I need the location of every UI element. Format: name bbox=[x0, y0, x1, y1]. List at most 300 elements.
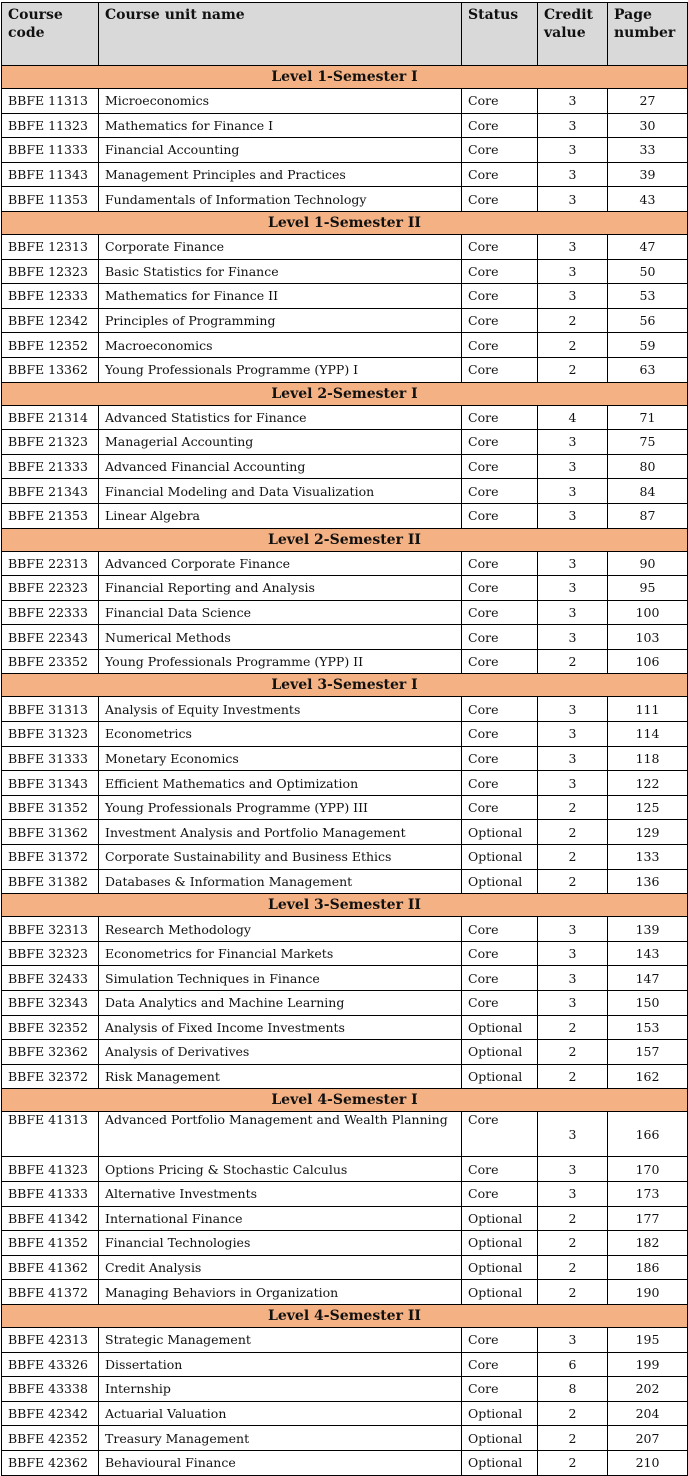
page-number-cell: 114 bbox=[608, 722, 688, 747]
table-row bbox=[2, 454, 688, 479]
table-row bbox=[2, 503, 688, 528]
course-name-cell: Econometrics for Financial Markets bbox=[99, 941, 462, 966]
credit-value-cell: 2 bbox=[538, 795, 608, 820]
status-cell: Optional bbox=[462, 1231, 538, 1256]
status-cell: Core bbox=[462, 917, 538, 942]
course-name-cell: Internship bbox=[99, 1377, 462, 1402]
table-row bbox=[2, 966, 688, 991]
table-row bbox=[2, 1181, 688, 1206]
table-row bbox=[2, 1401, 688, 1426]
status-cell: Core bbox=[462, 479, 538, 504]
course-code-cell: BBFE 32372 bbox=[2, 1064, 99, 1089]
level-heading-row bbox=[2, 1089, 688, 1112]
page-number-cell: 199 bbox=[608, 1352, 688, 1377]
table-row bbox=[2, 1352, 688, 1377]
course-name-cell: Advanced Corporate Finance bbox=[99, 551, 462, 576]
table-row bbox=[2, 869, 688, 894]
page-number-cell: 122 bbox=[608, 771, 688, 796]
page-number-cell: 202 bbox=[608, 1377, 688, 1402]
status-cell: Core bbox=[462, 746, 538, 771]
table-row bbox=[2, 113, 688, 138]
course-name-cell: Data Analytics and Machine Learning bbox=[99, 991, 462, 1016]
course-code-cell: BBFE 11333 bbox=[2, 138, 99, 163]
course-code-cell: BBFE 21353 bbox=[2, 503, 99, 528]
page-number-cell: 195 bbox=[608, 1327, 688, 1352]
course-name-cell: Analysis of Equity Investments bbox=[99, 697, 462, 722]
course-code-cell: BBFE 12342 bbox=[2, 308, 99, 333]
status-cell: Core bbox=[462, 162, 538, 187]
header-credit-value: Credit value bbox=[538, 3, 608, 66]
table-row bbox=[2, 234, 688, 259]
credit-value-cell: 3 bbox=[538, 284, 608, 309]
level-heading: Level 1-Semester II bbox=[2, 211, 688, 234]
course-name-cell: Strategic Management bbox=[99, 1327, 462, 1352]
course-code-cell: BBFE 21323 bbox=[2, 430, 99, 455]
page-number-cell: 71 bbox=[608, 405, 688, 430]
course-code-cell: BBFE 31323 bbox=[2, 722, 99, 747]
credit-value-cell: 8 bbox=[538, 1377, 608, 1402]
course-name-cell: Behavioural Finance bbox=[99, 1450, 462, 1475]
page-number-cell: 90 bbox=[608, 551, 688, 576]
credit-value-cell: 3 bbox=[538, 917, 608, 942]
status-cell: Core bbox=[462, 1327, 538, 1352]
status-cell: Core bbox=[462, 234, 538, 259]
table-row bbox=[2, 649, 688, 674]
page-number-cell: 190 bbox=[608, 1280, 688, 1305]
status-cell: Core bbox=[462, 454, 538, 479]
page-number-cell: 125 bbox=[608, 795, 688, 820]
table-row bbox=[2, 1327, 688, 1352]
credit-value-cell: 3 bbox=[538, 966, 608, 991]
course-name-cell: Analysis of Derivatives bbox=[99, 1040, 462, 1065]
page-number-cell: 173 bbox=[608, 1181, 688, 1206]
course-name-cell: Macroeconomics bbox=[99, 333, 462, 358]
credit-value-cell: 2 bbox=[538, 1280, 608, 1305]
course-code-cell: BBFE 22343 bbox=[2, 625, 99, 650]
credit-value-cell: 3 bbox=[538, 625, 608, 650]
table-row bbox=[2, 284, 688, 309]
course-name-cell: Basic Statistics for Finance bbox=[99, 259, 462, 284]
credit-value-cell: 3 bbox=[538, 234, 608, 259]
page-number-cell: 157 bbox=[608, 1040, 688, 1065]
status-cell: Optional bbox=[462, 869, 538, 894]
course-code-cell: BBFE 12352 bbox=[2, 333, 99, 358]
credit-value-cell: 2 bbox=[538, 1401, 608, 1426]
course-name-cell: Managing Behaviors in Organization bbox=[99, 1280, 462, 1305]
status-cell: Core bbox=[462, 771, 538, 796]
page-number-cell: 80 bbox=[608, 454, 688, 479]
table-row bbox=[2, 259, 688, 284]
page-number-cell: 59 bbox=[608, 333, 688, 358]
course-name-cell: Alternative Investments bbox=[99, 1181, 462, 1206]
level-heading: Level 3-Semester II bbox=[2, 894, 688, 917]
credit-value-cell: 2 bbox=[538, 1206, 608, 1231]
page-number-cell: 30 bbox=[608, 113, 688, 138]
course-name-cell: Financial Technologies bbox=[99, 1231, 462, 1256]
course-code-cell: BBFE 13362 bbox=[2, 357, 99, 382]
course-code-cell: BBFE 41333 bbox=[2, 1181, 99, 1206]
status-cell: Optional bbox=[462, 1450, 538, 1475]
page-number-cell: 39 bbox=[608, 162, 688, 187]
page-number-cell: 177 bbox=[608, 1206, 688, 1231]
credit-value-cell: 3 bbox=[538, 259, 608, 284]
status-cell: Core bbox=[462, 333, 538, 358]
status-cell: Core bbox=[462, 722, 538, 747]
credit-value-cell: 2 bbox=[538, 1450, 608, 1475]
credit-value-cell: 2 bbox=[538, 820, 608, 845]
course-name-cell: Linear Algebra bbox=[99, 503, 462, 528]
page-number-cell: 118 bbox=[608, 746, 688, 771]
table-row bbox=[2, 357, 688, 382]
table-row bbox=[2, 1015, 688, 1040]
table-row bbox=[2, 1157, 688, 1182]
table-row bbox=[2, 746, 688, 771]
course-name-cell: Financial Accounting bbox=[99, 138, 462, 163]
page-number-cell: 147 bbox=[608, 966, 688, 991]
status-cell: Core bbox=[462, 966, 538, 991]
course-name-cell: Risk Management bbox=[99, 1064, 462, 1089]
course-code-cell: BBFE 41362 bbox=[2, 1255, 99, 1280]
course-code-cell: BBFE 11313 bbox=[2, 89, 99, 114]
status-cell: Core bbox=[462, 991, 538, 1016]
level-heading: Level 4-Semester II bbox=[2, 1304, 688, 1327]
credit-value-cell: 3 bbox=[538, 1157, 608, 1182]
course-name-cell: Mathematics for Finance I bbox=[99, 113, 462, 138]
credit-value-cell: 3 bbox=[538, 162, 608, 187]
page-number-cell: 106 bbox=[608, 649, 688, 674]
level-heading-row bbox=[2, 894, 688, 917]
header-course-unit-name: Course unit name bbox=[99, 3, 462, 66]
course-code-cell: BBFE 31352 bbox=[2, 795, 99, 820]
level-heading-row bbox=[2, 1304, 688, 1327]
status-cell: Core bbox=[462, 625, 538, 650]
course-code-cell: BBFE 11343 bbox=[2, 162, 99, 187]
table-row bbox=[2, 551, 688, 576]
course-code-cell: BBFE 41342 bbox=[2, 1206, 99, 1231]
page-number-cell: 95 bbox=[608, 576, 688, 601]
credit-value-cell: 2 bbox=[538, 1015, 608, 1040]
course-code-cell: BBFE 42352 bbox=[2, 1426, 99, 1451]
table-row bbox=[2, 89, 688, 114]
course-code-cell: BBFE 41352 bbox=[2, 1231, 99, 1256]
header-row bbox=[2, 3, 688, 66]
page-number-cell: 43 bbox=[608, 187, 688, 212]
table-row bbox=[2, 1450, 688, 1475]
course-name-cell: Young Professionals Programme (YPP) I bbox=[99, 357, 462, 382]
table-row bbox=[2, 405, 688, 430]
course-name-cell: Monetary Economics bbox=[99, 746, 462, 771]
course-code-cell: BBFE 41372 bbox=[2, 1280, 99, 1305]
course-code-cell: BBFE 43338 bbox=[2, 1377, 99, 1402]
status-cell: Core bbox=[462, 649, 538, 674]
course-table bbox=[1, 2, 688, 1476]
table-row bbox=[2, 941, 688, 966]
credit-value-cell: 2 bbox=[538, 1231, 608, 1256]
status-cell: Optional bbox=[462, 1255, 538, 1280]
course-name-cell: Young Professionals Programme (YPP) III bbox=[99, 795, 462, 820]
status-cell: Core bbox=[462, 259, 538, 284]
course-name-cell: Microeconomics bbox=[99, 89, 462, 114]
status-cell: Core bbox=[462, 138, 538, 163]
course-name-cell: Management Principles and Practices bbox=[99, 162, 462, 187]
status-cell: Core bbox=[462, 430, 538, 455]
page-number-cell: 170 bbox=[608, 1157, 688, 1182]
credit-value-cell: 2 bbox=[538, 1040, 608, 1065]
level-heading-row bbox=[2, 211, 688, 234]
page-number-cell: 87 bbox=[608, 503, 688, 528]
course-code-cell: BBFE 22313 bbox=[2, 551, 99, 576]
page-number-cell: 100 bbox=[608, 600, 688, 625]
status-cell: Optional bbox=[462, 1015, 538, 1040]
course-name-cell: Dissertation bbox=[99, 1352, 462, 1377]
table-row bbox=[2, 1064, 688, 1089]
course-name-cell: Mathematics for Finance II bbox=[99, 284, 462, 309]
status-cell: Optional bbox=[462, 1401, 538, 1426]
status-cell: Core bbox=[462, 187, 538, 212]
credit-value-cell: 3 bbox=[538, 746, 608, 771]
course-name-cell: Treasury Management bbox=[99, 1426, 462, 1451]
table-row bbox=[2, 308, 688, 333]
page-number-cell: 103 bbox=[608, 625, 688, 650]
table-header bbox=[2, 3, 688, 66]
credit-value-cell: 3 bbox=[538, 991, 608, 1016]
status-cell: Core bbox=[462, 89, 538, 114]
course-code-cell: BBFE 12333 bbox=[2, 284, 99, 309]
course-code-cell: BBFE 32352 bbox=[2, 1015, 99, 1040]
status-cell: Core bbox=[462, 941, 538, 966]
course-name-cell: Financial Data Science bbox=[99, 600, 462, 625]
status-cell: Core bbox=[462, 1112, 538, 1157]
credit-value-cell: 3 bbox=[538, 89, 608, 114]
credit-value-cell: 3 bbox=[538, 138, 608, 163]
course-name-cell: International Finance bbox=[99, 1206, 462, 1231]
credit-value-cell: 3 bbox=[538, 771, 608, 796]
table-row bbox=[2, 771, 688, 796]
status-cell: Core bbox=[462, 697, 538, 722]
status-cell: Core bbox=[462, 405, 538, 430]
course-name-cell: Advanced Portfolio Management and Wealth Planning bbox=[99, 1112, 462, 1157]
level-heading-row bbox=[2, 66, 688, 89]
table-row bbox=[2, 576, 688, 601]
credit-value-cell: 2 bbox=[538, 1255, 608, 1280]
table-row bbox=[2, 820, 688, 845]
table-row bbox=[2, 162, 688, 187]
course-code-cell: BBFE 32313 bbox=[2, 917, 99, 942]
page-number-cell: 143 bbox=[608, 941, 688, 966]
status-cell: Core bbox=[462, 284, 538, 309]
credit-value-cell: 3 bbox=[538, 722, 608, 747]
credit-value-cell: 3 bbox=[538, 600, 608, 625]
status-cell: Core bbox=[462, 576, 538, 601]
page-number-cell: 129 bbox=[608, 820, 688, 845]
level-heading: Level 2-Semester II bbox=[2, 528, 688, 551]
course-name-cell: Advanced Statistics for Finance bbox=[99, 405, 462, 430]
course-name-cell: Research Methodology bbox=[99, 917, 462, 942]
page-number-cell: 182 bbox=[608, 1231, 688, 1256]
table-row bbox=[2, 917, 688, 942]
page-number-cell: 111 bbox=[608, 697, 688, 722]
status-cell: Core bbox=[462, 600, 538, 625]
table-row bbox=[2, 1426, 688, 1451]
table-row bbox=[2, 1040, 688, 1065]
course-code-cell: BBFE 31333 bbox=[2, 746, 99, 771]
course-name-cell: Investment Analysis and Portfolio Management bbox=[99, 820, 462, 845]
level-heading-row bbox=[2, 382, 688, 405]
course-code-cell: BBFE 42313 bbox=[2, 1327, 99, 1352]
status-cell: Core bbox=[462, 1377, 538, 1402]
table-row bbox=[2, 1206, 688, 1231]
level-heading: Level 4-Semester I bbox=[2, 1089, 688, 1112]
course-code-cell: BBFE 32362 bbox=[2, 1040, 99, 1065]
status-cell: Core bbox=[462, 308, 538, 333]
course-name-cell: Financial Modeling and Data Visualization bbox=[99, 479, 462, 504]
status-cell: Optional bbox=[462, 1206, 538, 1231]
course-code-cell: BBFE 12313 bbox=[2, 234, 99, 259]
table-row bbox=[2, 333, 688, 358]
course-code-cell: BBFE 21314 bbox=[2, 405, 99, 430]
status-cell: Optional bbox=[462, 820, 538, 845]
level-heading: Level 2-Semester I bbox=[2, 382, 688, 405]
level-heading-row bbox=[2, 528, 688, 551]
course-name-cell: Numerical Methods bbox=[99, 625, 462, 650]
status-cell: Core bbox=[462, 551, 538, 576]
course-code-cell: BBFE 21333 bbox=[2, 454, 99, 479]
credit-value-cell: 3 bbox=[538, 113, 608, 138]
table-row bbox=[2, 1280, 688, 1305]
credit-value-cell: 3 bbox=[538, 1112, 608, 1157]
course-code-cell: BBFE 32323 bbox=[2, 941, 99, 966]
credit-value-cell: 2 bbox=[538, 333, 608, 358]
header-status: Status bbox=[462, 3, 538, 66]
credit-value-cell: 2 bbox=[538, 308, 608, 333]
page-number-cell: 75 bbox=[608, 430, 688, 455]
status-cell: Optional bbox=[462, 845, 538, 870]
page-number-cell: 166 bbox=[608, 1112, 688, 1157]
course-code-cell: BBFE 21343 bbox=[2, 479, 99, 504]
table-row bbox=[2, 845, 688, 870]
course-name-cell: Principles of Programming bbox=[99, 308, 462, 333]
status-cell: Core bbox=[462, 1352, 538, 1377]
credit-value-cell: 3 bbox=[538, 697, 608, 722]
credit-value-cell: 3 bbox=[538, 551, 608, 576]
credit-value-cell: 2 bbox=[538, 869, 608, 894]
level-heading: Level 3-Semester I bbox=[2, 674, 688, 697]
page-number-cell: 56 bbox=[608, 308, 688, 333]
status-cell: Core bbox=[462, 357, 538, 382]
status-cell: Optional bbox=[462, 1426, 538, 1451]
course-name-cell: Efficient Mathematics and Optimization bbox=[99, 771, 462, 796]
page-number-cell: 150 bbox=[608, 991, 688, 1016]
course-name-cell: Corporate Finance bbox=[99, 234, 462, 259]
page-number-cell: 207 bbox=[608, 1426, 688, 1451]
page-number-cell: 33 bbox=[608, 138, 688, 163]
credit-value-cell: 4 bbox=[538, 405, 608, 430]
table-row bbox=[2, 1255, 688, 1280]
page-number-cell: 136 bbox=[608, 869, 688, 894]
course-code-cell: BBFE 42342 bbox=[2, 1401, 99, 1426]
table-row bbox=[2, 1231, 688, 1256]
page-number-cell: 47 bbox=[608, 234, 688, 259]
credit-value-cell: 3 bbox=[538, 576, 608, 601]
credit-value-cell: 3 bbox=[538, 454, 608, 479]
status-cell: Core bbox=[462, 1181, 538, 1206]
course-code-cell: BBFE 42362 bbox=[2, 1450, 99, 1475]
course-code-cell: BBFE 32343 bbox=[2, 991, 99, 1016]
credit-value-cell: 6 bbox=[538, 1352, 608, 1377]
course-name-cell: Corporate Sustainability and Business Ethics bbox=[99, 845, 462, 870]
table-row bbox=[2, 1112, 688, 1157]
course-code-cell: BBFE 31362 bbox=[2, 820, 99, 845]
credit-value-cell: 2 bbox=[538, 1064, 608, 1089]
course-code-cell: BBFE 22333 bbox=[2, 600, 99, 625]
page-number-cell: 186 bbox=[608, 1255, 688, 1280]
level-heading-row bbox=[2, 674, 688, 697]
course-code-cell: BBFE 41323 bbox=[2, 1157, 99, 1182]
page-number-cell: 133 bbox=[608, 845, 688, 870]
table-row bbox=[2, 722, 688, 747]
credit-value-cell: 3 bbox=[538, 1181, 608, 1206]
table-row bbox=[2, 795, 688, 820]
page-number-cell: 153 bbox=[608, 1015, 688, 1040]
course-code-cell: BBFE 31343 bbox=[2, 771, 99, 796]
credit-value-cell: 3 bbox=[538, 941, 608, 966]
page-number-cell: 204 bbox=[608, 1401, 688, 1426]
course-code-cell: BBFE 43326 bbox=[2, 1352, 99, 1377]
course-code-cell: BBFE 11353 bbox=[2, 187, 99, 212]
page-number-cell: 63 bbox=[608, 357, 688, 382]
credit-value-cell: 2 bbox=[538, 1426, 608, 1451]
course-name-cell: Options Pricing & Stochastic Calculus bbox=[99, 1157, 462, 1182]
page-number-cell: 210 bbox=[608, 1450, 688, 1475]
status-cell: Optional bbox=[462, 1064, 538, 1089]
credit-value-cell: 2 bbox=[538, 357, 608, 382]
course-code-cell: BBFE 41313 bbox=[2, 1112, 99, 1157]
course-name-cell: Credit Analysis bbox=[99, 1255, 462, 1280]
status-cell: Core bbox=[462, 113, 538, 138]
course-code-cell: BBFE 31372 bbox=[2, 845, 99, 870]
table-row bbox=[2, 1377, 688, 1402]
credit-value-cell: 2 bbox=[538, 845, 608, 870]
status-cell: Core bbox=[462, 503, 538, 528]
table-row bbox=[2, 991, 688, 1016]
course-code-cell: BBFE 31382 bbox=[2, 869, 99, 894]
credit-value-cell: 2 bbox=[538, 649, 608, 674]
credit-value-cell: 3 bbox=[538, 187, 608, 212]
course-name-cell: Managerial Accounting bbox=[99, 430, 462, 455]
page-number-cell: 53 bbox=[608, 284, 688, 309]
status-cell: Core bbox=[462, 1157, 538, 1182]
table-row bbox=[2, 625, 688, 650]
course-name-cell: Young Professionals Programme (YPP) II bbox=[99, 649, 462, 674]
table-row bbox=[2, 138, 688, 163]
status-cell: Optional bbox=[462, 1280, 538, 1305]
page-number-cell: 139 bbox=[608, 917, 688, 942]
credit-value-cell: 3 bbox=[538, 1327, 608, 1352]
status-cell: Optional bbox=[462, 1040, 538, 1065]
course-name-cell: Analysis of Fixed Income Investments bbox=[99, 1015, 462, 1040]
course-name-cell: Actuarial Valuation bbox=[99, 1401, 462, 1426]
page-number-cell: 27 bbox=[608, 89, 688, 114]
course-name-cell: Fundamentals of Information Technology bbox=[99, 187, 462, 212]
page-number-cell: 50 bbox=[608, 259, 688, 284]
course-name-cell: Simulation Techniques in Finance bbox=[99, 966, 462, 991]
course-name-cell: Econometrics bbox=[99, 722, 462, 747]
level-heading: Level 1-Semester I bbox=[2, 66, 688, 89]
table-row bbox=[2, 479, 688, 504]
table-row bbox=[2, 600, 688, 625]
status-cell: Core bbox=[462, 795, 538, 820]
table-row bbox=[2, 697, 688, 722]
